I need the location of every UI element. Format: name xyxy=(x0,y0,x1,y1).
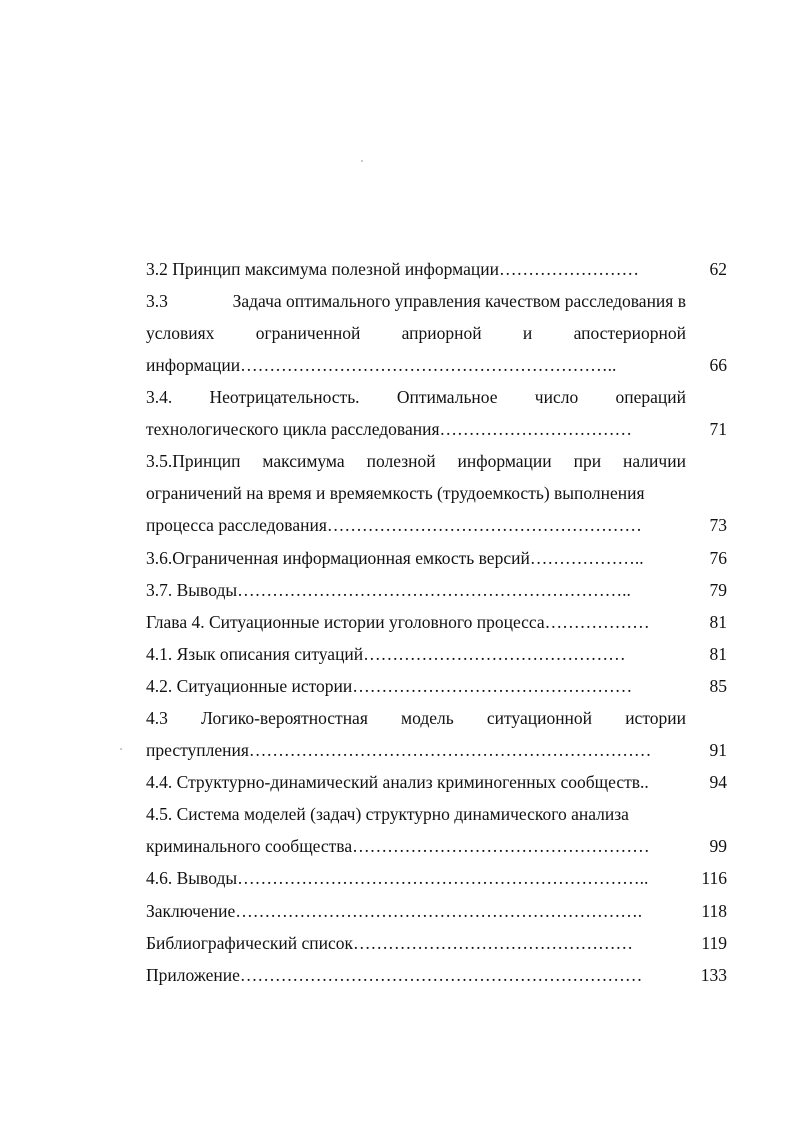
toc-entry-line: Заключение……………………………………………………………. xyxy=(146,901,643,921)
toc-entry-line: процесса расследования……………………………………………… xyxy=(146,515,642,535)
toc-word: априорной xyxy=(401,323,482,343)
scan-speck xyxy=(120,748,122,750)
toc-word: и xyxy=(522,323,533,343)
toc-entry-line: криминального сообщества…………………………………………… xyxy=(146,836,650,856)
toc-entry-line: 4.6. Выводы…………………………………………………………….. xyxy=(146,868,649,888)
scan-speck xyxy=(361,160,363,162)
toc-word: операций xyxy=(615,387,686,407)
toc-word: ситуационной xyxy=(486,708,593,728)
toc-word: 3.4. xyxy=(146,387,173,407)
toc-entry-line: информации……………………………………………………….. xyxy=(146,355,617,375)
toc-word: при xyxy=(573,451,602,471)
toc-page-number: 133 xyxy=(700,965,727,985)
toc-page-number: 118 xyxy=(701,901,727,921)
toc-word: Оптимальное xyxy=(396,387,498,407)
toc-page-number: 76 xyxy=(709,548,727,568)
toc-entry-line: 4.1. Язык описания ситуаций……………………………………… xyxy=(146,644,626,664)
toc-entry-line xyxy=(146,707,686,729)
toc-entry-line: Библиографический список………………………………………… xyxy=(146,933,634,953)
toc-word: условиях xyxy=(146,323,215,343)
toc-word: модель xyxy=(401,708,454,728)
toc-word: ограниченной xyxy=(255,323,361,343)
toc-entry-line: ограничений на время и времяемкость (трудоемкость) выполнения xyxy=(146,483,645,503)
toc-word: Логико-вероятностная xyxy=(201,708,368,728)
toc-entry-line xyxy=(146,386,686,408)
toc-word: истории xyxy=(625,708,686,728)
toc-entry-line: преступления…………………………………………………………… xyxy=(146,740,652,760)
toc-entry-line xyxy=(146,290,686,312)
toc-word: 4.3 xyxy=(146,708,168,728)
toc-entry-line: 3.6.Ограниченная информационная емкость версий……………….. xyxy=(146,548,644,568)
toc-word: наличии xyxy=(623,451,686,471)
toc-page-number: 66 xyxy=(709,355,727,375)
toc-entry-line: 4.4. Структурно-динамический анализ криминогенных сообществ.. xyxy=(146,772,649,792)
toc-entry-line xyxy=(146,450,686,472)
toc-entry-line: технологического цикла расследования…………………………… xyxy=(146,419,633,439)
toc-word: Неотрицательность. xyxy=(209,387,360,407)
toc-page-number: 119 xyxy=(701,933,727,953)
toc-page-number: 81 xyxy=(709,644,727,664)
toc-word: число xyxy=(534,387,579,407)
toc-word: полезной xyxy=(366,451,436,471)
toc-word: 3.3 xyxy=(146,291,168,311)
toc-entry-line: 4.2. Ситуационные истории………………………………………… xyxy=(146,676,633,696)
toc-page-number: 116 xyxy=(701,868,727,888)
toc-page-number: 99 xyxy=(709,836,727,856)
toc-page-number: 91 xyxy=(709,740,727,760)
toc-entry-line xyxy=(146,322,686,344)
toc-entry-line: Приложение…………………………………………………………… xyxy=(146,965,643,985)
toc-page-number: 85 xyxy=(709,676,727,696)
toc-entry-line: 3.2 Принцип максимума полезной информации…………………… xyxy=(146,259,639,279)
toc-word: 3.5.Принцип xyxy=(146,451,241,471)
toc-word: Задача оптимального управления качеством расследования в xyxy=(232,291,686,311)
toc-word: апостериорной xyxy=(573,323,686,343)
toc-page-number: 62 xyxy=(709,259,727,279)
toc-page-number: 71 xyxy=(709,419,727,439)
toc-page-number: 81 xyxy=(709,612,727,632)
toc-page-number: 94 xyxy=(709,772,727,792)
toc-entry-line: 4.5. Система моделей (задач) структурно динамического анализа xyxy=(146,804,629,824)
toc-word: информации xyxy=(457,451,552,471)
toc-page-number: 73 xyxy=(709,515,727,535)
toc-entry-line: Глава 4. Ситуационные истории уголовного процесса……………… xyxy=(146,612,650,632)
toc-page-number: 79 xyxy=(709,580,727,600)
toc-word: максимума xyxy=(262,451,345,471)
toc-entry-line: 3.7. Выводы………………………………………………………….. xyxy=(146,580,631,600)
